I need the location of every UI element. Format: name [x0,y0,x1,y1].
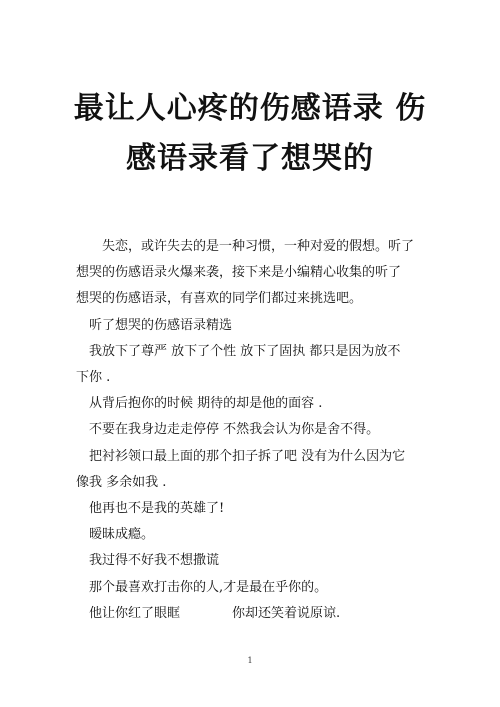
quote-6: 暧昧成瘾。 [89,527,155,543]
document-title [60,84,440,184]
quote-9-part-2: 你却还笑着说原谅. [232,605,341,621]
quote-9 [76,601,430,627]
quote-4-line-1: 把衬衫领口最上面的那个扣子拆了吧 没有为什么因为它 [89,448,406,464]
quote-1-line-1: 我放下了尊严 放下了个性 放下了固执 都只是因为放不 [89,343,401,359]
intro-paragraph [76,234,430,313]
quote-2: 从背后抱你的时候 期待的却是他的面容 . [89,396,323,412]
title-line-1: 最让人心疼的伤感语录 伤 [73,91,427,126]
quote-1 [76,339,430,391]
title-line-2: 感语录看了想哭的 [126,141,374,176]
quote-1-line-2: 下你 . [76,370,111,386]
quote-8: 那个最喜欢打击你的人,才是最在乎你的。 [89,579,328,595]
quote-9-part-1: 他让你红了眼眶 [89,605,181,621]
quote-4 [76,444,430,496]
intro-line-3: 想哭的伤感语录，有喜欢的同学们都过来挑选吧。 [76,291,363,307]
intro-line-1: 失恋，或许失去的是一种习惯，一种对爱的假想。听了 [102,239,415,254]
section-heading: 听了想哭的伤感语录精选 [89,317,233,333]
intro-line-2: 想哭的伤感语录火爆来袭，接下来是小编精心收集的听了 [76,265,402,281]
page-number: 1 [247,656,253,665]
document-body [76,234,430,627]
quote-4-line-2: 像我 多余如我 . [76,474,167,490]
quote-5: 他再也不是我的英雄了! [89,501,225,517]
quote-7: 我过得不好我不想撒谎 [89,553,220,569]
quote-3: 不要在我身边走走停停 不然我会认为你是舍不得。 [89,422,380,438]
